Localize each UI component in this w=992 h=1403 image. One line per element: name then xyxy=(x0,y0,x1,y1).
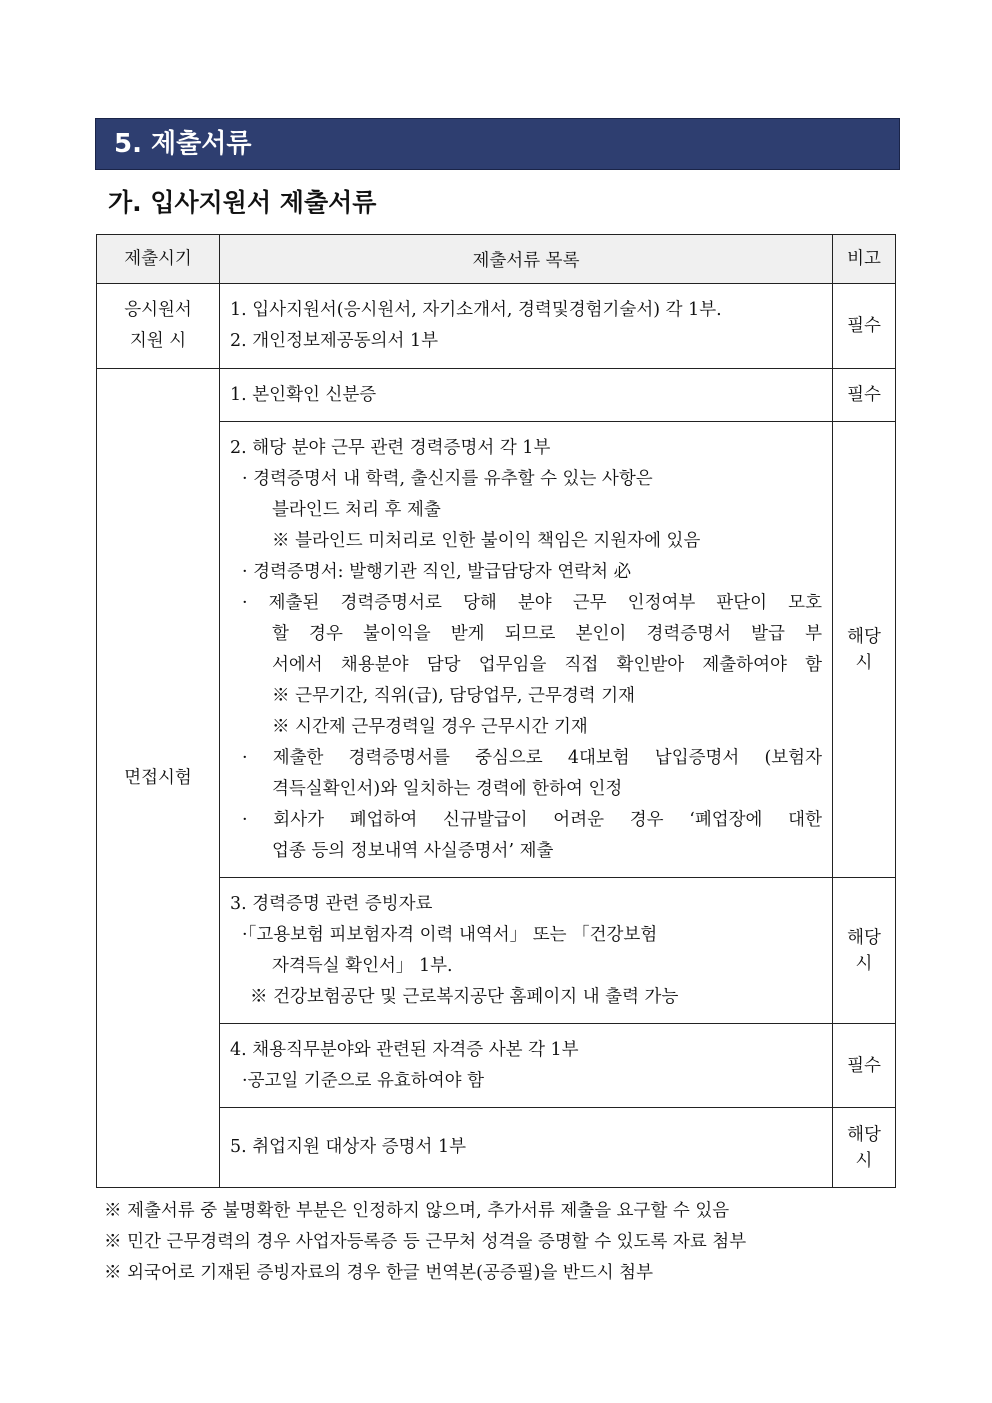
row-remark: 해당 시 xyxy=(833,878,896,1024)
list-item: 1. 입사지원서(응시원서, 자기소개서, 경력및경험기술서) 각 1부. xyxy=(230,300,722,320)
header-remarks: 비고 xyxy=(833,235,896,284)
bullet-line: 격득실확인서)와 일치하는 경력에 한하여 인정 xyxy=(272,778,623,799)
section-banner xyxy=(95,118,900,170)
footnote: ※ 민간 근무경력의 경우 사업자등록증 등 근무처 성격을 증명할 수 있도록 자료 첨부 xyxy=(104,1232,747,1252)
row-time-application: 응시원서 지원 시 xyxy=(97,284,220,369)
bullet-line: ·「고용보험 피보험자격 이력 내역서」 또는 「건강보험 xyxy=(242,924,658,945)
note-line: ※ 건강보험공단 및 근로복지공단 홈페이지 내 출력 가능 xyxy=(250,986,679,1007)
documents-table xyxy=(96,234,896,1188)
note-line: ※ 블라인드 미처리로 인한 불이익 책임은 지원자에 있음 xyxy=(272,530,701,551)
row-remark: 해당 시 xyxy=(833,1108,896,1188)
bullet-line: 블라인드 처리 후 제출 xyxy=(272,499,441,520)
list-item: 1. 본인확인 신분증 xyxy=(230,384,377,405)
row-remark: 필수 xyxy=(833,1024,896,1108)
table-header-row xyxy=(97,235,896,284)
footnote: ※ 외국어로 기재된 증빙자료의 경우 한글 번역본(공증필)을 반드시 첨부 xyxy=(104,1263,653,1283)
bullet-line: · 회사가 폐업하여 신규발급이 어려운 경우 ‘폐업장에 대한 xyxy=(242,809,822,830)
row-time-interview: 면접시험 xyxy=(97,369,220,1188)
table-row xyxy=(97,284,896,369)
row-documents xyxy=(220,422,833,878)
list-item-title: 4. 채용직무분야와 관련된 자격증 사본 각 1부 xyxy=(230,1039,579,1060)
bullet-line: ·공고일 기준으로 유효하여야 함 xyxy=(242,1070,485,1091)
bullet-line: 업종 등의 정보내역 사실증명서’ 제출 xyxy=(272,840,554,861)
note-line: ※ 근무기간, 직위(급), 담당업무, 근무경력 기재 xyxy=(272,685,636,706)
footnotes xyxy=(104,1196,746,1289)
list-item-title: 3. 경력증명 관련 증빙자료 xyxy=(230,893,433,914)
row-remark: 필수 xyxy=(833,284,896,369)
bullet-line: 할 경우 불이익을 받게 되므로 본인이 경력증명서 발급 부 xyxy=(272,623,822,644)
subsection-title: 가. 입사지원서 제출서류 xyxy=(108,188,377,217)
row-documents xyxy=(220,1108,833,1188)
row-remark: 필수 xyxy=(833,369,896,422)
row-documents xyxy=(220,369,833,422)
header-submission-time: 제출시기 xyxy=(97,235,220,284)
bullet-line: · 제출된 경력증명서로 당해 분야 근무 인정여부 판단이 모호 xyxy=(242,592,822,613)
row-remark: 해당 시 xyxy=(833,422,896,878)
bullet-line: · 경력증명서 내 학력, 출신지를 유추할 수 있는 사항은 xyxy=(242,468,653,489)
row-documents xyxy=(220,1024,833,1108)
list-item-title: 2. 해당 분야 근무 관련 경력증명서 각 1부 xyxy=(230,437,551,458)
header-document-list: 제출서류 목록 xyxy=(220,235,833,284)
bullet-line: · 경력증명서: 발행기관 직인, 발급담당자 연락처 必 xyxy=(242,561,632,582)
bullet-line: 서에서 채용분야 담당 업무임을 직접 확인받아 제출하여야 함 xyxy=(272,654,822,675)
section-title: 5. 제출서류 xyxy=(114,129,252,159)
list-item: 2. 개인정보제공동의서 1부 xyxy=(230,331,439,351)
note-line: ※ 시간제 근무경력일 경우 근무시간 기재 xyxy=(272,716,588,737)
bullet-line: · 제출한 경력증명서를 중심으로 4대보험 납입증명서 (보험자 xyxy=(242,747,822,768)
footnote: ※ 제출서류 중 불명확한 부분은 인정하지 않으며, 추가서류 제출을 요구할 수 있음 xyxy=(104,1201,730,1221)
row-documents xyxy=(220,284,833,369)
table-row xyxy=(97,369,896,422)
row-documents xyxy=(220,878,833,1024)
bullet-line: 자격득실 확인서」 1부. xyxy=(272,955,453,976)
list-item-title: 5. 취업지원 대상자 증명서 1부 xyxy=(230,1137,467,1157)
